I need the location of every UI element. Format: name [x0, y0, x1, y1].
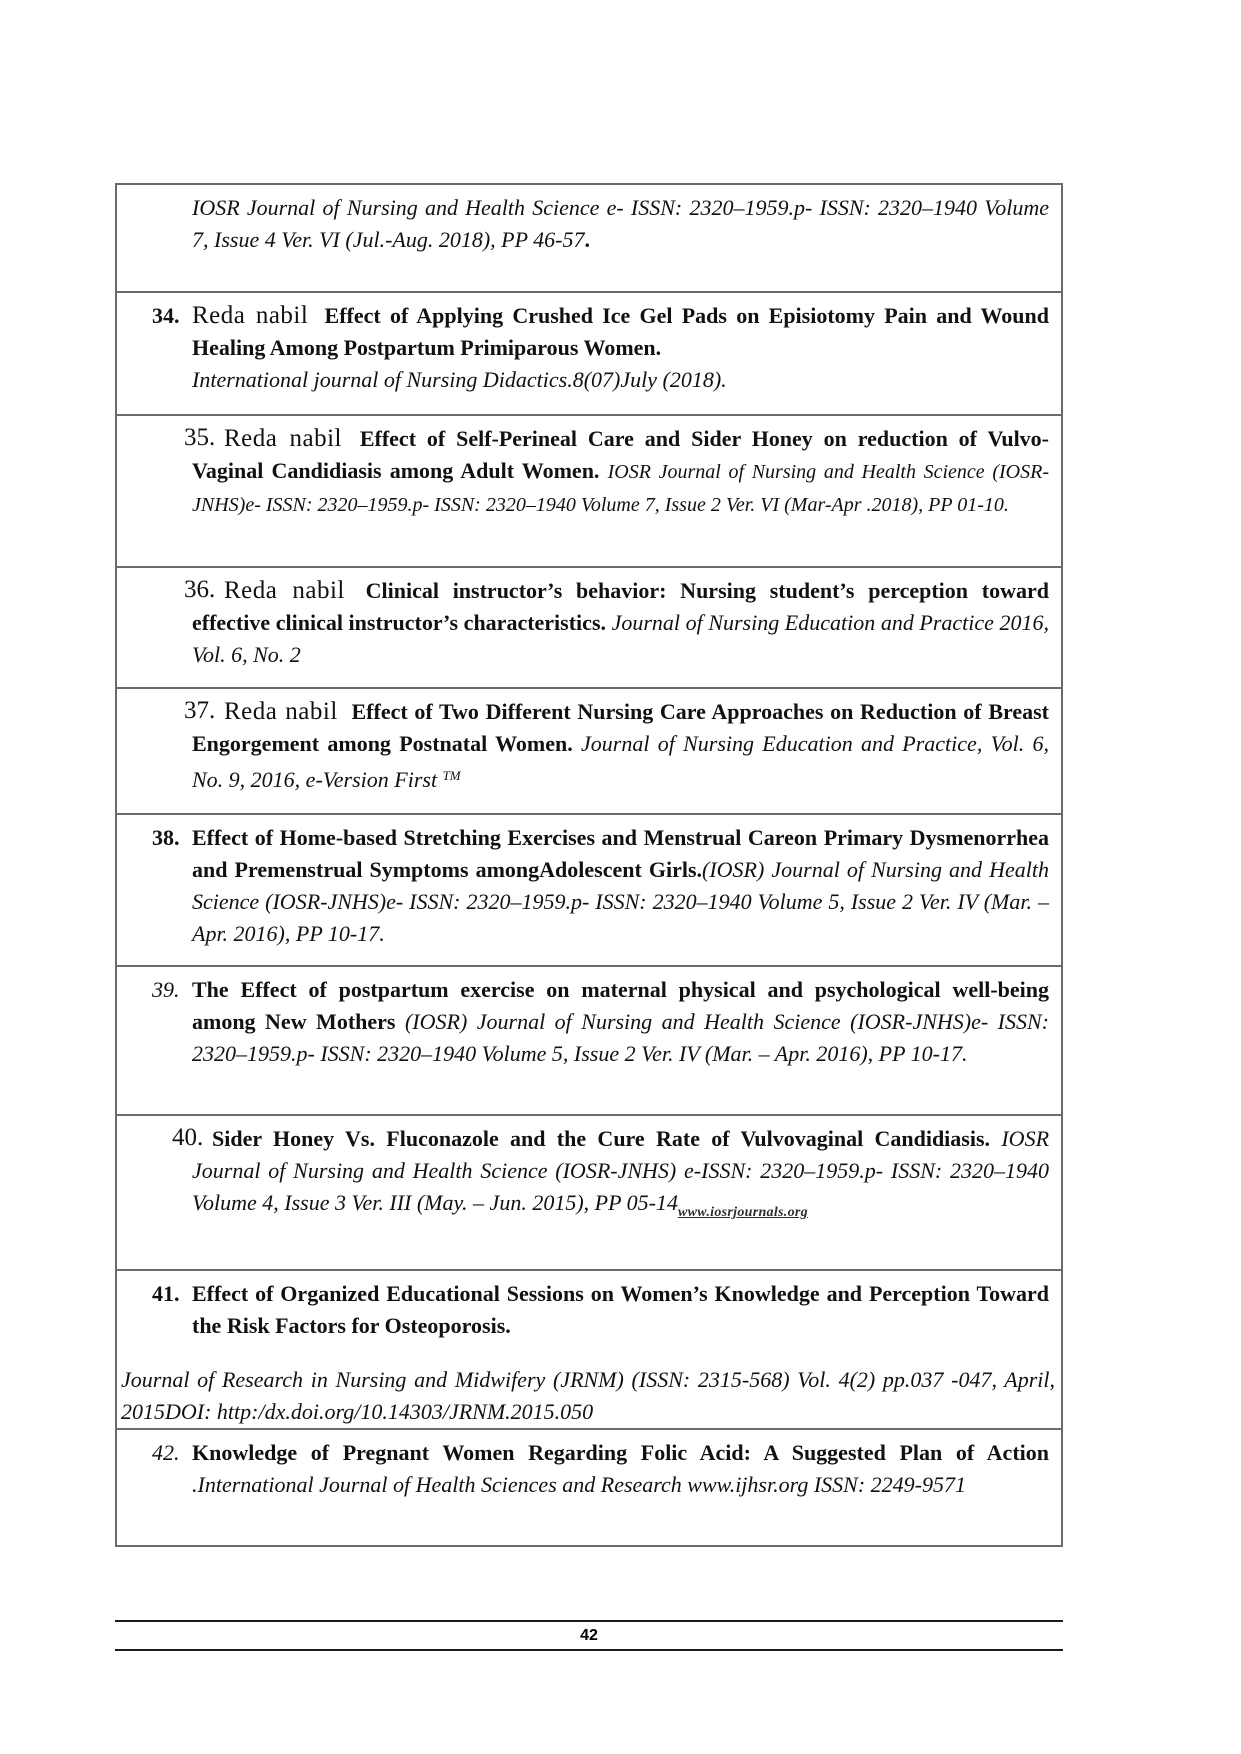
ref-author: Reda nabil: [224, 577, 345, 604]
ref-title: Effect of Organized Educational Sessions on Women’s Knowledge and Perception Toward the Risk Factors for Osteoporosis.: [192, 1281, 1049, 1338]
ref-title: Effect of Applying Crushed Ice Gel Pads on Episiotomy Pain and Wound Healing Among Postpartum Primiparous Women.: [192, 303, 1049, 360]
ref-journal: IOSR Journal of Nursing and Health Science e- ISSN: 2320–1959.p- ISSN: 2320–1940 Volume 7, Issue 4 Ver. VI (Jul.-Aug. 2018), PP 46-57: [192, 195, 1049, 252]
ref-end-period: .: [584, 227, 590, 252]
ref-journal: Journal of Research in Nursing and Midwifery (JRNM) (ISSN: 2315-568) Vol. 4(2) pp.037 -047, April, 2015DOI: http:/dx.doi.org/10.14303/JRNM.2015.050: [121, 1367, 1055, 1424]
reference-entry-40: [117, 1116, 1061, 1271]
footer-page-number: 42: [580, 1627, 598, 1644]
ref-title: Effect of Two Different Nursing Care Approaches on Reduction of Breast Engorgement among Postnatal Women.: [192, 699, 1050, 756]
reference-entry-42: [117, 1430, 1061, 1545]
reference-entry-39: [117, 967, 1061, 1116]
reference-continuation: [117, 185, 1061, 293]
ref-title: Clinical instructor’s behavior: Nursing student’s perception toward effective clinical instructor’s characteristics.: [192, 578, 1049, 635]
ref-title: The Effect of postpartum exercise on maternal physical and psychological well-being among New Mothers: [192, 977, 1049, 1034]
references-table: [115, 183, 1063, 1547]
ref-journal: (IOSR) Journal of Nursing and Health Science (IOSR-JNHS)e- ISSN: 2320–1959.p- ISSN: 2320–1940 Volume 5, Issue 2 Ver. IV (Mar. – Apr. 2016), PP 10-17.: [192, 857, 1049, 946]
ref-number: 37.: [184, 697, 216, 724]
ref-number: 35.: [184, 424, 216, 451]
ref-author: Reda nabil: [224, 698, 338, 725]
ref-number: 40.: [172, 1124, 204, 1151]
ref-number: 41.: [152, 1281, 180, 1306]
ref-author: Reda nabil: [224, 425, 342, 452]
ref-title: Sider Honey Vs. Fluconazole and the Cure Rate of Vulvovaginal Candidiasis.: [212, 1126, 991, 1151]
ref-journal: International journal of Nursing Didactics.8(07)July (2018).: [192, 367, 727, 392]
iosrjournals-link[interactable]: www.iosrjournals.org: [677, 1205, 808, 1220]
trademark-superscript: TM: [442, 768, 461, 783]
reference-entry-37: [117, 689, 1061, 815]
ref-journal: Journal of Nursing Education and Practice 2016, Vol. 6, No. 2: [192, 610, 1050, 667]
ref-journal: IOSR Journal of Nursing and Health Science (IOSR-JNHS) e-ISSN: 2320–1959.p- ISSN: 2320–1940 Volume 4, Issue 3 Ver. III (May. – Jun. 2015), PP 05-14: [192, 1126, 1050, 1215]
reference-entry-41: [117, 1271, 1061, 1430]
ref-journal: IOSR Journal of Nursing and Health Science (IOSR-JNHS)e- ISSN: 2320–1959.p- ISSN: 2320–1940 Volume 7, Issue 2 Ver. VI (Mar-Apr .2018), PP 01-10.: [192, 461, 1049, 516]
reference-text: [152, 1278, 1049, 1342]
reference-text: [184, 696, 1050, 796]
reference-entry-36: [117, 568, 1061, 689]
reference-text: [152, 300, 1049, 364]
ref-journal: (IOSR) Journal of Nursing and Health Science (IOSR-JNHS)e- ISSN: 2320–1959.p- ISSN: 2320–1940 Volume 5, Issue 2 Ver. IV (Mar. – Apr. 2016), PP 10-17.: [192, 1009, 1049, 1066]
ref-title: Effect of Home-based Stretching Exercises and Menstrual Careon Primary Dysmenorrhea and Premenstrual Symptoms amongAdolescent Girls.: [192, 825, 1049, 882]
reference-text: [172, 1123, 1050, 1229]
ref-title: Effect of Self-Perineal Care and Sider Honey on reduction of Vulvo-Vaginal Candidiasis among Adult Women.: [192, 426, 1050, 483]
page-footer: [115, 1620, 1063, 1651]
reference-text: [152, 974, 1049, 1070]
reference-entry-35: [117, 416, 1061, 568]
ref-number: 36.: [184, 576, 216, 603]
reference-text: [152, 1437, 1049, 1501]
reference-text: [152, 822, 1049, 950]
ref-number: 34.: [152, 303, 180, 328]
reference-entry-38: [117, 815, 1061, 967]
reference-text: [184, 575, 1050, 671]
reference-text: [192, 192, 1049, 256]
ref-journal: .International Journal of Health Sciences and Research www.ijhsr.org ISSN: 2249-9571: [192, 1472, 966, 1497]
ref-journal: Journal of Nursing Education and Practice, Vol. 6, No. 9, 2016, e-Version First: [192, 731, 1049, 792]
ref-number: 39.: [152, 977, 180, 1002]
ref-author: Reda nabil: [192, 302, 309, 329]
reference-text: [184, 423, 1050, 521]
ref-number: 42.: [152, 1440, 180, 1465]
ref-title: Knowledge of Pregnant Women Regarding Folic Acid: A Suggested Plan of Action: [192, 1440, 1049, 1465]
reference-entry-34: [117, 293, 1061, 416]
ref-number: 38.: [152, 825, 180, 850]
